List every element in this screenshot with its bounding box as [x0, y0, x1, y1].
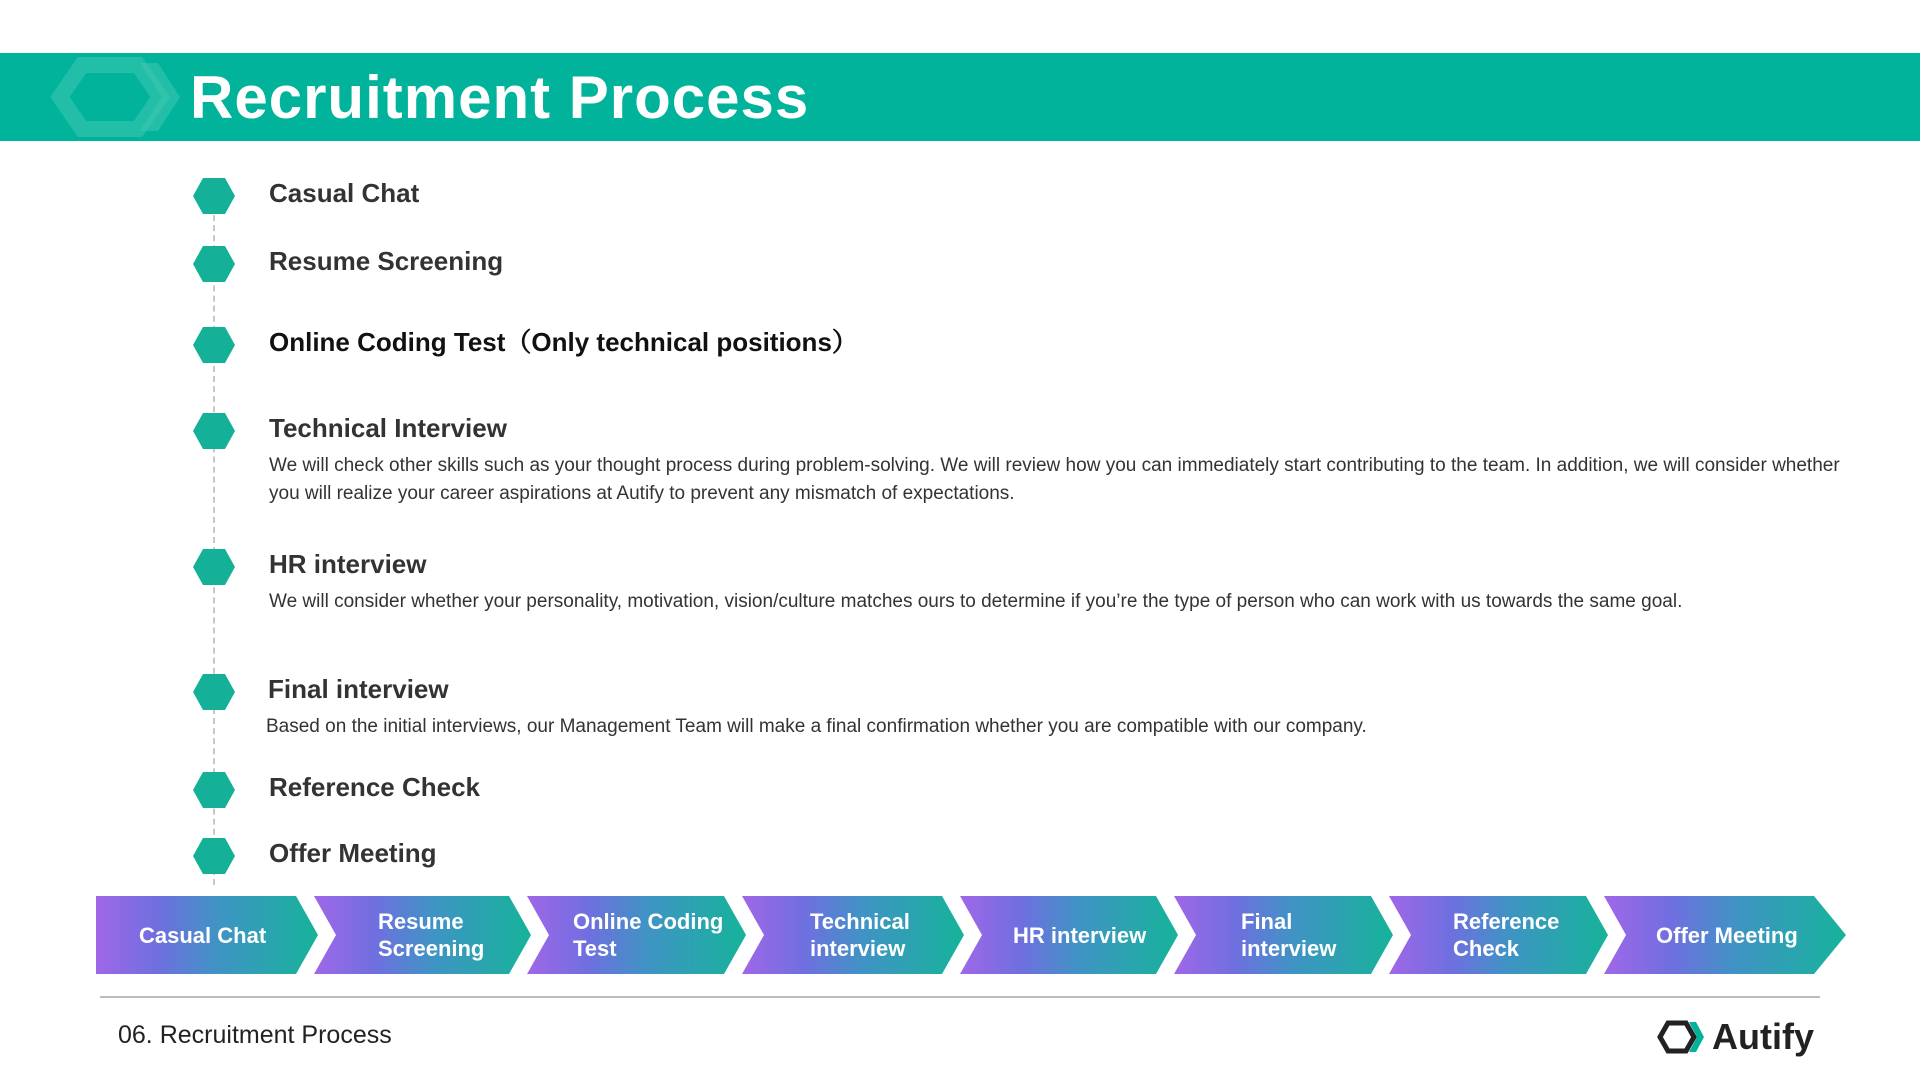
page-title: Recruitment Process [190, 64, 810, 131]
step-title: Online Coding Test（Only technical positions） [269, 327, 858, 357]
step-title: Reference Check [269, 772, 480, 802]
flow-step-technical-interview: Technical interview [810, 909, 910, 961]
step-title: Casual Chat [269, 178, 420, 208]
flow-step-reference-check: Reference Check [1453, 909, 1560, 961]
hexagon-marker-icon [193, 674, 235, 710]
hexagon-marker-icon [193, 549, 235, 585]
flow-step-resume-screening: Resume Screening [378, 909, 485, 961]
step-title: Offer Meeting [269, 838, 437, 868]
step-title: Technical Interview [269, 413, 507, 443]
process-flow-chevrons [96, 896, 1846, 974]
brand-logo [1656, 1016, 1816, 1058]
step-title: Resume Screening [269, 246, 504, 276]
process-flow [96, 896, 1846, 974]
brand-name: Autify [1712, 1016, 1814, 1057]
footer-divider [100, 996, 1820, 998]
hexagon-marker-icon [193, 772, 235, 808]
autify-hexagon-chevron-icon [40, 53, 180, 141]
hexagon-marker-icon [193, 178, 235, 214]
step-title: Final interview [268, 674, 449, 704]
flow-step-final-interview: Final interview [1241, 909, 1337, 961]
header-banner [0, 53, 1920, 141]
flow-step-hr-interview: HR interview [1013, 922, 1147, 948]
flow-step-online-coding-test: Online Coding Test [573, 909, 724, 961]
footer-section-label: 06. Recruitment Process [118, 1021, 392, 1049]
flow-step-casual-chat: Casual Chat [139, 922, 267, 948]
autify-logo-icon [1656, 1018, 1704, 1060]
hexagon-marker-icon [193, 246, 235, 282]
hexagon-marker-icon [193, 413, 235, 449]
step-title: HR interview [269, 549, 427, 579]
step-description: We will consider whether your personality, motivation, vision/culture matches ours to determine if you’re the type of person who can work with us towards the same goal. [269, 591, 1683, 612]
step-description: Based on the initial interviews, our Management Team will make a final confirmation whether you are compatible with our company. [266, 716, 1367, 737]
flow-step-offer-meeting: Offer Meeting [1656, 922, 1798, 948]
hexagon-marker-icon [193, 838, 235, 874]
step-description: We will check other skills such as your thought process during problem-solving. We will review how you can immediately start contributing to the team. In addition, we will consider whether you will realize your career aspirations at Autify to prevent any mismatch of expectations. [269, 455, 1840, 504]
hexagon-marker-icon [193, 327, 235, 363]
